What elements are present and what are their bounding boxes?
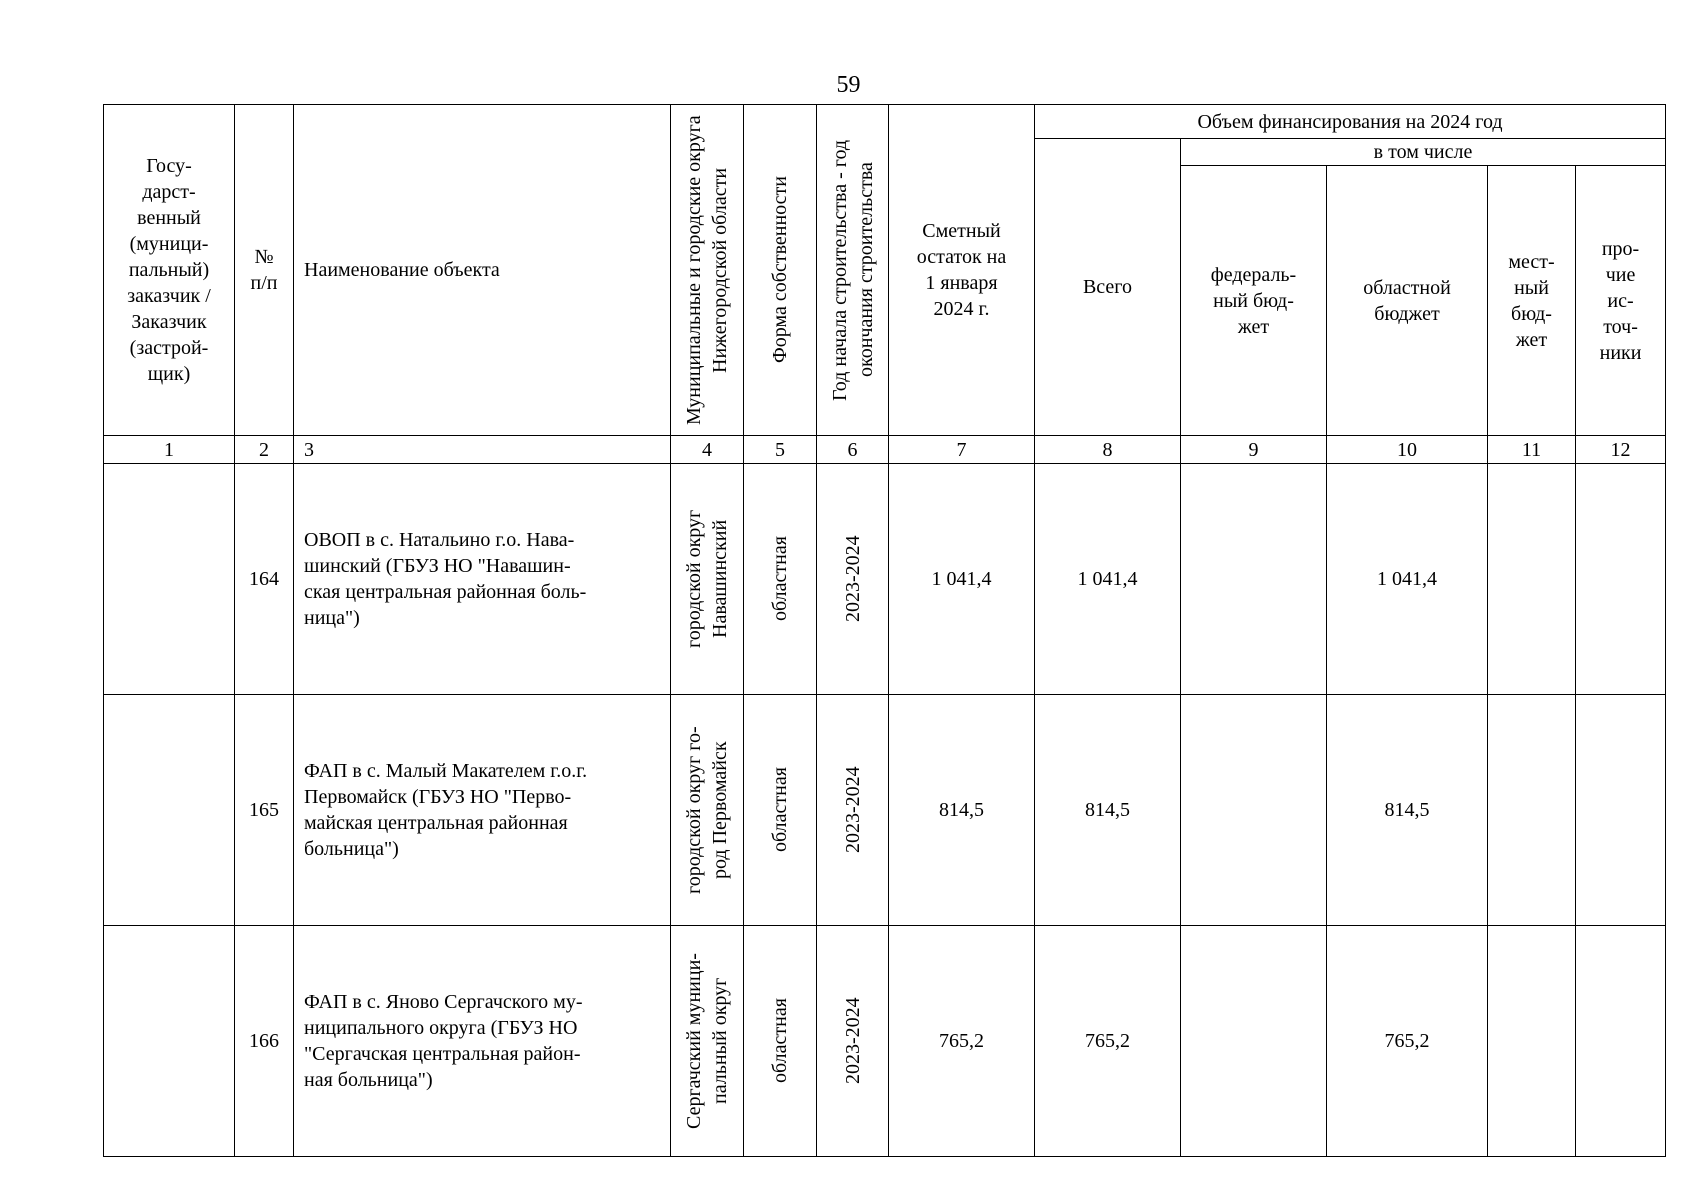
cell-object-name: ОВОП в с. Натальино г.о. Нава- шинский (ГБУЗ НО "Навашин- ская центральная районная боль- ница") [294,464,671,695]
header-funding-group: Объем финансирования на 2024 год [1035,105,1666,139]
column-number: 10 [1327,436,1488,464]
cell-total: 765,2 [1035,926,1181,1157]
cell-balance: 765,2 [889,926,1035,1157]
header-regional: областной бюджет [1327,166,1488,436]
header-ownership [744,105,817,436]
column-number: 2 [235,436,294,464]
financing-table [103,104,1666,1157]
column-number: 12 [1576,436,1666,464]
cell-local [1488,926,1576,1157]
cell-municipality-text: Сергачский муници- пальный округ [683,953,731,1129]
cell-balance: 1 041,4 [889,464,1035,695]
cell-municipality [671,926,744,1157]
column-number: 1 [104,436,235,464]
cell-total: 1 041,4 [1035,464,1181,695]
table-row [104,464,1666,695]
cell-ownership [744,464,817,695]
header-customer: Госу- дарст- венный (муници- пальный) заказчик / Заказчик (застрой- щик) [104,105,235,436]
cell-years-text: 2023-2024 [841,766,864,854]
cell-other [1576,926,1666,1157]
header-balance: Сметный остаток на 1 января 2024 г. [889,105,1035,436]
column-number: 4 [671,436,744,464]
header-including: в том числе [1181,139,1666,166]
cell-municipality [671,464,744,695]
header-total: Всего [1035,139,1181,436]
cell-local [1488,464,1576,695]
column-number: 6 [817,436,889,464]
column-number: 9 [1181,436,1327,464]
cell-years [817,695,889,926]
cell-local [1488,695,1576,926]
header-years-text: Год начала строительства - год окончания строительства [828,139,877,401]
cell-num: 166 [235,926,294,1157]
header-local: мест- ный бюд- жет [1488,166,1576,436]
header-ownership-text: Форма собственности [769,176,791,364]
cell-customer [104,695,235,926]
cell-years [817,464,889,695]
cell-regional: 814,5 [1327,695,1488,926]
page-number: 59 [836,72,861,98]
cell-customer [104,464,235,695]
cell-ownership-text: областная [769,536,791,622]
cell-municipality-text: городской округ Навашинский [683,509,731,649]
cell-object-name: ФАП в с. Яново Сергачского му- ниципального округа (ГБУЗ НО "Сергачская центральная район- ная больница") [294,926,671,1157]
table-row [104,926,1666,1157]
header-num: № п/п [235,105,294,436]
header-federal: федераль- ный бюд- жет [1181,166,1327,436]
column-number: 11 [1488,436,1576,464]
column-number-row [104,436,1666,464]
column-number: 5 [744,436,817,464]
column-number: 7 [889,436,1035,464]
cell-municipality-text: городской округ го- род Первомайск [683,726,731,894]
column-number: 8 [1035,436,1181,464]
cell-years [817,926,889,1157]
cell-ownership [744,926,817,1157]
cell-municipality [671,695,744,926]
cell-years-text: 2023-2024 [841,997,864,1085]
cell-other [1576,695,1666,926]
column-number: 3 [294,436,671,464]
cell-other [1576,464,1666,695]
cell-federal [1181,464,1327,695]
cell-ownership-text: областная [769,998,791,1084]
header-municipality [671,105,744,436]
cell-ownership-text: областная [769,767,791,853]
cell-years-text: 2023-2024 [841,535,864,623]
cell-federal [1181,926,1327,1157]
header-other: про- чие ис- точ- ники [1576,166,1666,436]
cell-num: 165 [235,695,294,926]
cell-object-name: ФАП в с. Малый Макателем г.о.г. Первомайск (ГБУЗ НО "Перво- майская центральная районная больница") [294,695,671,926]
cell-total: 814,5 [1035,695,1181,926]
cell-federal [1181,695,1327,926]
cell-balance: 814,5 [889,695,1035,926]
cell-customer [104,926,235,1157]
cell-regional: 1 041,4 [1327,464,1488,695]
header-object-name: Наименование объекта [294,105,671,436]
header-municipality-text: Муниципальные и городские округа Нижегородской области [683,115,731,425]
cell-regional: 765,2 [1327,926,1488,1157]
header-years [817,105,889,436]
cell-ownership [744,695,817,926]
table-row [104,695,1666,926]
cell-num: 164 [235,464,294,695]
